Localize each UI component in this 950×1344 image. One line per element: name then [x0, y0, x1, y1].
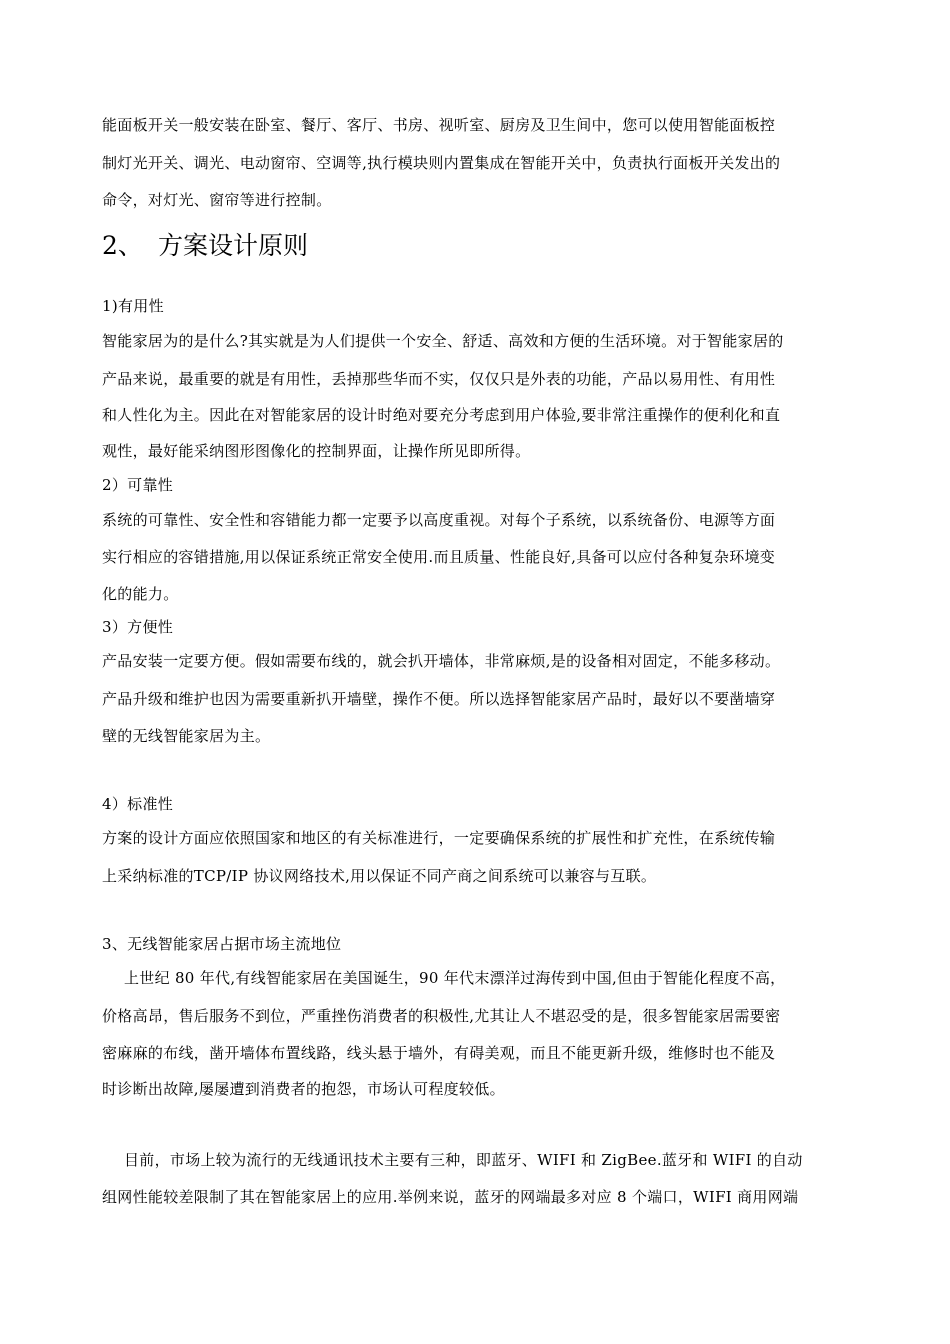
section-2-number: 2、 [102, 231, 143, 260]
principle-1-line-3: 和人性化为主。因此在对智能家居的设计时绝对要充分考虑到用户体验,要非常注重操作的便利化和直 [102, 406, 781, 424]
principle-1-label: 1)有用性 [102, 297, 164, 315]
section-3-para-1-line-2: 价格高昂，售后服务不到位，严重挫伤消费者的积极性,尤其让人不堪忍受的是，很多智能家居需要密 [102, 1007, 781, 1025]
section-3-para-2-line-1: 目前，市场上较为流行的无线通讯技术主要有三种，即蓝牙、WIFI 和 ZigBee.蓝牙和 WIFI 的自动 [124, 1151, 803, 1169]
section-3-para-2-line-2: 组网性能较差限制了其在智能家居上的应用.举例来说，蓝牙的网端最多对应 8 个端口，WIFI 商用网端 [102, 1188, 799, 1206]
principle-2-label: 2）可靠性 [102, 476, 174, 494]
principle-3-line-2: 产品升级和维护也因为需要重新扒开墙壁，操作不便。所以选择智能家居产品时，最好以不要凿墙穿 [102, 690, 776, 708]
principle-2-line-1: 系统的可靠性、安全性和容错能力都一定要予以高度重视。对每个子系统，以系统备份、电源等方面 [102, 511, 776, 529]
intro-line-2: 制灯光开关、调光、电动窗帘、空调等,执行模块则内置集成在智能开关中，负责执行面板开关发出的 [102, 154, 781, 172]
intro-line-3: 命令，对灯光、窗帘等进行控制。 [102, 191, 332, 209]
principle-2-line-2: 实行相应的容错措施,用以保证系统正常安全使用.而且质量、性能良好,具备可以应付各种复杂环境变 [102, 548, 776, 566]
intro-line-1: 能面板开关一般安装在卧室、餐厅、客厅、书房、视听室、厨房及卫生间中，您可以使用智能面板控 [102, 116, 776, 134]
section-3-para-1-line-4: 时诊断出故障,屡屡遭到消费者的抱怨，市场认可程度较低。 [102, 1080, 505, 1098]
section-2-title: 方案设计原则 [158, 231, 309, 260]
principle-3-line-3: 壁的无线智能家居为主。 [102, 727, 271, 745]
principle-1-line-1: 智能家居为的是什么?其实就是为人们提供一个安全、舒适、高效和方便的生活环境。对于智能家居的 [102, 332, 784, 350]
principle-3-line-1: 产品安装一定要方便。假如需要布线的，就会扒开墙体，非常麻烦,是的设备相对固定，不能多移动。 [102, 652, 781, 670]
principle-4-label: 4）标准性 [102, 795, 174, 813]
principle-3-label: 3）方便性 [102, 618, 174, 636]
principle-1-line-4: 观性，最好能采纳图形图像化的控制界面，让操作所见即所得。 [102, 442, 531, 460]
section-3-heading: 3、无线智能家居占据市场主流地位 [102, 935, 342, 953]
section-3-para-1-line-3: 密麻麻的布线，凿开墙体布置线路，线头悬于墙外，有碍美观，而且不能更新升级，维修时也不能及 [102, 1044, 776, 1062]
principle-2-line-3: 化的能力。 [102, 585, 179, 603]
section-2-heading [102, 231, 308, 261]
principle-4-line-1: 方案的设计方面应依照国家和地区的有关标准进行，一定要确保系统的扩展性和扩充性，在系统传输 [102, 829, 776, 847]
principle-4-line-2: 上采纳标准的TCP/IP 协议网络技术,用以保证不同产商之间系统可以兼容与互联。 [102, 867, 657, 885]
principle-1-line-2: 产品来说，最重要的就是有用性，丢掉那些华而不实，仅仅只是外表的功能，产品以易用性、有用性 [102, 370, 776, 388]
section-3-para-1-line-1: 上世纪 80 年代,有线智能家居在美国诞生，90 年代末漂洋过海传到中国,但由于智能化程度不高， [124, 969, 786, 987]
